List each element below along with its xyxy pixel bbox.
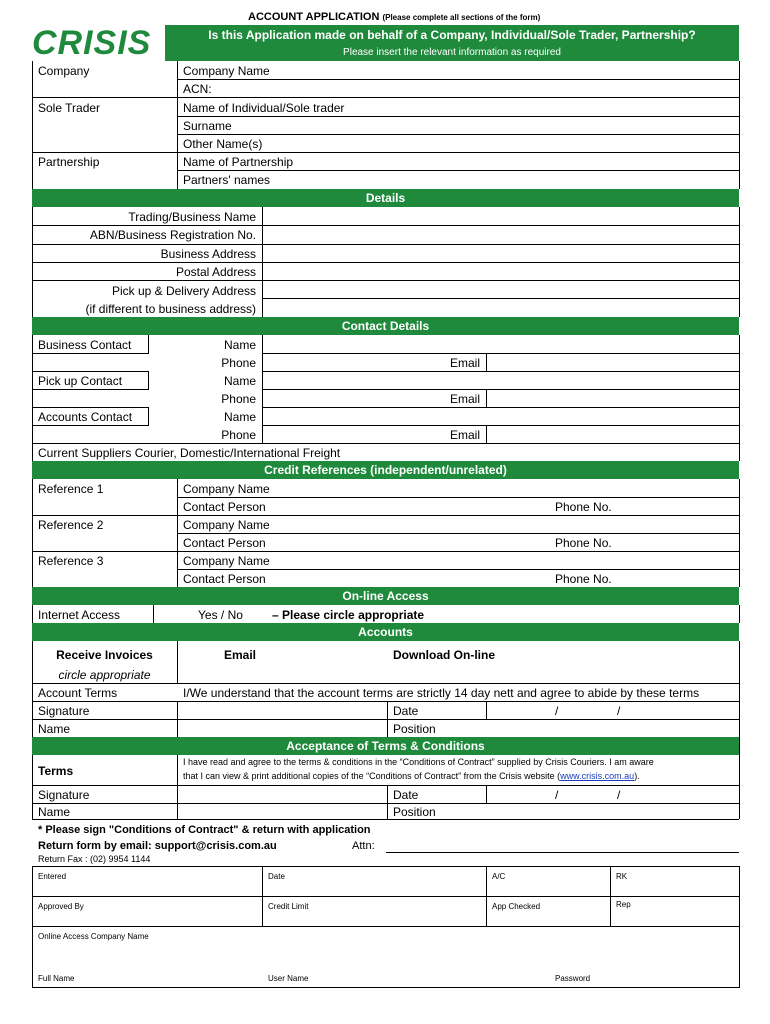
name-label: Name [38, 722, 71, 736]
circle-instruction: – Please circle appropriate [272, 608, 425, 622]
office-use-table [32, 866, 740, 988]
contact-details-heading: Contact Details [32, 317, 739, 335]
date-label: Date [393, 704, 419, 718]
ref3-phone-label: Phone No. [555, 572, 612, 586]
acn-field[interactable]: ACN: [183, 82, 212, 96]
phone-label: Phone [221, 392, 256, 406]
ref1-company-name[interactable]: Company Name [183, 482, 270, 496]
crisis-website-link[interactable]: www.crisis.com.au [560, 771, 635, 781]
ref1-phone-label: Phone No. [555, 500, 612, 514]
approved-by-label: Approved By [38, 902, 84, 911]
acceptance-heading: Acceptance of Terms & Conditions [32, 737, 739, 755]
online-access-heading: On-line Access [32, 587, 739, 605]
signature-label: Signature [38, 788, 90, 802]
full-name-label: Full Name [38, 974, 75, 983]
account-terms-text: I/We understand that the account terms are strictly 14 day nett and agree to abide by these terms [183, 686, 700, 700]
phone-label: Phone [221, 428, 256, 442]
surname-field[interactable]: Surname [183, 119, 232, 133]
credit-references-heading: Credit References (independent/unrelated) [32, 461, 739, 479]
partnership-label: Partnership [38, 155, 100, 169]
sign-contract-note: * Please sign "Conditions of Contract" & return with application [38, 824, 371, 836]
signature-label: Signature [38, 704, 90, 718]
circle-appropriate-note: circle appropriate [58, 668, 151, 682]
business-address-label: Business Address [160, 247, 256, 261]
partnership-name-field[interactable]: Name of Partnership [183, 155, 294, 169]
terms-line-2: that I can view & print additional copies of the “Conditions of Contract” from the Crisis website (www.crisis.com.au). [183, 771, 640, 781]
return-fax-note: Return Fax : (02) 9954 1144 [38, 854, 151, 864]
company-label: Company [38, 64, 90, 78]
rep-label: Rep [616, 900, 631, 909]
business-contact-label: Business Contact [38, 338, 132, 352]
name-label: Name [223, 410, 256, 424]
current-suppliers-label: Current Suppliers Courier, Domestic/International Freight [38, 446, 341, 460]
terms-label: Terms [38, 764, 74, 778]
account-terms-label: Account Terms [38, 686, 118, 700]
name-label: Name [223, 374, 256, 388]
email-label: Email [449, 392, 480, 406]
position-label: Position [393, 722, 436, 736]
date-slash: / [555, 704, 559, 718]
ac-label: A/C [492, 872, 506, 881]
trading-name-input[interactable] [263, 208, 738, 224]
ref2-company-name[interactable]: Company Name [183, 518, 270, 532]
entered-label: Entered [38, 872, 67, 881]
accounts-contact-label: Accounts Contact [38, 410, 133, 424]
password-label: Password [555, 974, 591, 983]
abn-label: ABN/Business Registration No. [89, 228, 256, 242]
position-label: Position [393, 805, 436, 819]
date-slash: / [617, 788, 621, 802]
yes-no-option[interactable]: Yes / No [198, 608, 243, 622]
form-title: ACCOUNT APPLICATION (Please complete all sections of the form) [248, 11, 541, 23]
ref2-contact-person[interactable]: Contact Person [183, 536, 266, 550]
reference-1-label: Reference 1 [38, 482, 104, 496]
ref1-contact-person[interactable]: Contact Person [183, 500, 266, 514]
receive-invoices-label: Receive Invoices [56, 648, 153, 662]
attn-label: Attn: [352, 840, 375, 852]
internet-access-label: Internet Access [38, 608, 121, 622]
other-names-field[interactable]: Other Name(s) [183, 137, 263, 151]
user-name-label: User Name [268, 974, 309, 983]
invoice-download-option[interactable]: Download On-line [393, 648, 495, 662]
date-slash: / [617, 704, 621, 718]
reference-2-label: Reference 2 [38, 518, 104, 532]
ref3-company-name[interactable]: Company Name [183, 554, 270, 568]
sole-trader-label: Sole Trader [38, 101, 101, 115]
pickup-address-note: (if different to business address) [85, 302, 256, 316]
crisis-logo: CRISIS [32, 24, 152, 62]
name-label: Name [38, 805, 71, 819]
trading-name-label: Trading/Business Name [128, 210, 256, 224]
name-label: Name [223, 338, 256, 352]
accounts-heading: Accounts [32, 623, 739, 641]
company-name-field[interactable]: Company Name [183, 64, 270, 78]
details-heading: Details [32, 189, 739, 207]
email-label: Email [449, 356, 480, 370]
date-label: Date [393, 788, 419, 802]
date-slash: / [555, 788, 559, 802]
instruction: Please insert the relevant information as required [343, 47, 561, 58]
pickup-contact-label: Pick up Contact [38, 374, 123, 388]
online-company-name-label: Online Access Company Name [38, 932, 149, 941]
postal-address-label: Postal Address [175, 265, 256, 279]
reference-3-label: Reference 3 [38, 554, 104, 568]
credit-limit-label: Credit Limit [268, 902, 309, 911]
ref3-contact-person[interactable]: Contact Person [183, 572, 266, 586]
terms-line-1: I have read and agree to the terms & conditions in the “Conditions of Contract” supplied by Crisis Couriers. I am aware [183, 757, 654, 767]
rk-label: RK [616, 872, 628, 881]
email-label: Email [449, 428, 480, 442]
individual-name-field[interactable]: Name of Individual/Sole trader [183, 101, 345, 115]
pickup-address-label: Pick up & Delivery Address [111, 284, 256, 298]
return-email-note: Return form by email: support@crisis.com.au [38, 840, 277, 852]
ref2-phone-label: Phone No. [555, 536, 612, 550]
question-banner [165, 25, 739, 61]
invoice-email-option[interactable]: Email [224, 648, 257, 662]
app-checked-label: App Checked [492, 902, 541, 911]
phone-label: Phone [221, 356, 256, 370]
partners-names-field[interactable]: Partners' names [183, 173, 270, 187]
entity-question: Is this Application made on behalf of a Company, Individual/Sole Trader, Partnership? [208, 28, 696, 42]
office-date-label: Date [268, 872, 285, 881]
